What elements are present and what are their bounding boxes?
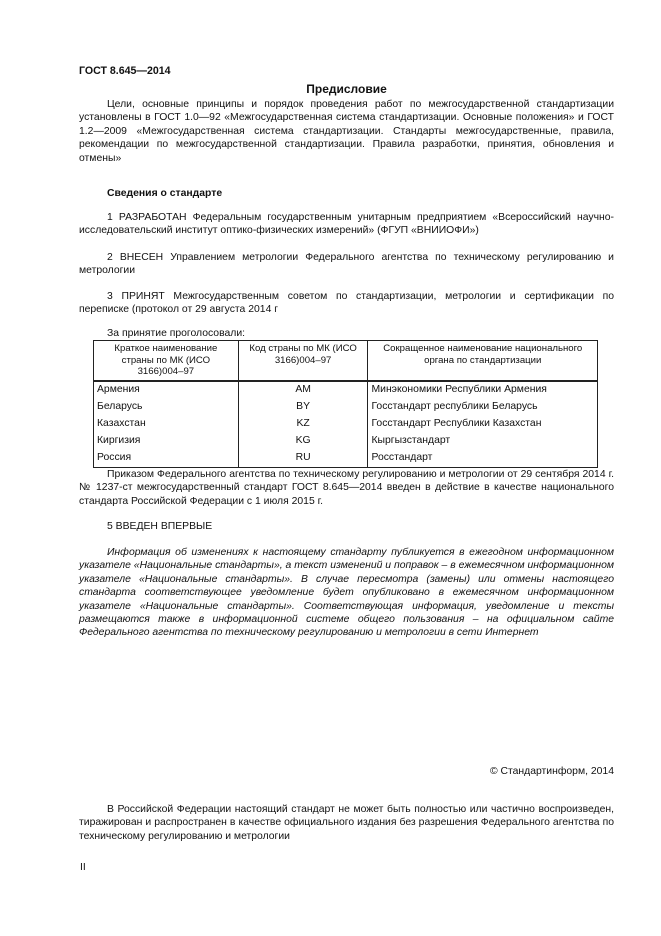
vote-caption: За принятие проголосовали: <box>107 328 246 339</box>
vote-table-header <box>94 341 598 381</box>
code-cell: AM <box>238 381 368 399</box>
page-number: II <box>80 862 86 873</box>
country-cell: Беларусь <box>94 399 239 416</box>
header-body: Сокращенное наименование национального органа по стандартизации <box>368 341 598 381</box>
body-cell: Минэкономики Республики Армения <box>368 381 598 399</box>
reproduction-notice: В Российской Федерации настоящий стандарт не может быть полностью или частично воспроизведен, тиражирован и распространен в качестве официального издания без разрешения Федерального агентства по техническому регулированию и метрологии <box>79 804 614 842</box>
table-row <box>94 416 598 433</box>
country-cell: Россия <box>94 450 239 468</box>
table-row <box>94 450 598 468</box>
code-cell: BY <box>238 399 368 416</box>
table-row <box>94 399 598 416</box>
table-row <box>94 433 598 450</box>
body-cell: Госстандарт республики Беларусь <box>368 399 598 416</box>
copyright: © Стандартинформ, 2014 <box>489 766 614 777</box>
country-cell: Армения <box>94 381 239 399</box>
vote-table <box>93 340 598 468</box>
developed-paragraph: 1 РАЗРАБОТАН Федеральным государственным унитарным предприятием «Всероссийский научно-исследовательский институт оптико-физических измерений» (ФГУП «ВНИИОФИ») <box>79 212 614 237</box>
header-country: Краткое наименование страны по МК (ИСО 3166)004–97 <box>94 341 239 381</box>
code-cell: KG <box>238 433 368 450</box>
code-cell: KZ <box>238 416 368 433</box>
country-cell: Казахстан <box>94 416 239 433</box>
adopted-paragraph: 3 ПРИНЯТ Межгосударственным советом по стандартизации, метрологии и сертификации по переписке (протокол от 29 августа 2014 г <box>79 291 614 316</box>
introduced-paragraph: 2 ВНЕСЕН Управлением метрологии Федерального агентства по техническому регулированию и метрологии <box>79 252 614 277</box>
info-heading: Сведения о стандарте <box>107 188 223 199</box>
intro-paragraph: Цели, основные принципы и порядок проведения работ по межгосударственной стандартизации установлены в ГОСТ 1.0—92 «Межгосударственная система стандартизации. Основные положения» и ГОСТ 1.2—2009 «Межгосударственная система стандартизации. Стандарты межгосударственные, правила, рекомендации по межгосударственной стандартизации. Правила разработки, принятия, обновления и отмены» <box>79 99 614 164</box>
body-cell: Росстандарт <box>368 450 598 468</box>
body-cell: Госстандарт Республики Казахстан <box>368 416 598 433</box>
order-paragraph: Приказом Федерального агентства по техническому регулированию и метрологии от 29 сентября 2014 г. № 1237-ст межгосударственный стандарт ГОСТ 8.645—2014 введен в действие в качестве национального стандарта Российской Федерации с 1 июля 2015 г. <box>79 469 614 507</box>
document-code: ГОСТ 8.645—2014 <box>79 65 171 77</box>
page-title: Предисловие <box>306 82 387 96</box>
body-cell: Кыргызстандарт <box>368 433 598 450</box>
table-row <box>94 381 598 399</box>
first-time-paragraph: 5 ВВЕДЕН ВПЕРВЫЕ <box>107 521 213 532</box>
header-code: Код страны по МК (ИСО 3166)004–97 <box>238 341 368 381</box>
changes-info-paragraph: Информация об изменениях к настоящему стандарту публикуется в ежегодном информационном указателе «Национальные стандарты», а текст изменений и поправок – в ежемесячном информационном указателе «Национальные стандарты». В случае пересмотра (замены) или отмены настоящего стандарта соответствующее уведомление будет опубликовано в ежемесячном информационном указателе «Национальные стандарты». Соответствующая информация, уведомление и тексты размещаются также в информационной системе общего пользования – на официальном сайте Федерального агентства по техническому регулированию и метрологии в сети Интернет <box>79 547 614 639</box>
country-cell: Киргизия <box>94 433 239 450</box>
code-cell: RU <box>238 450 368 468</box>
